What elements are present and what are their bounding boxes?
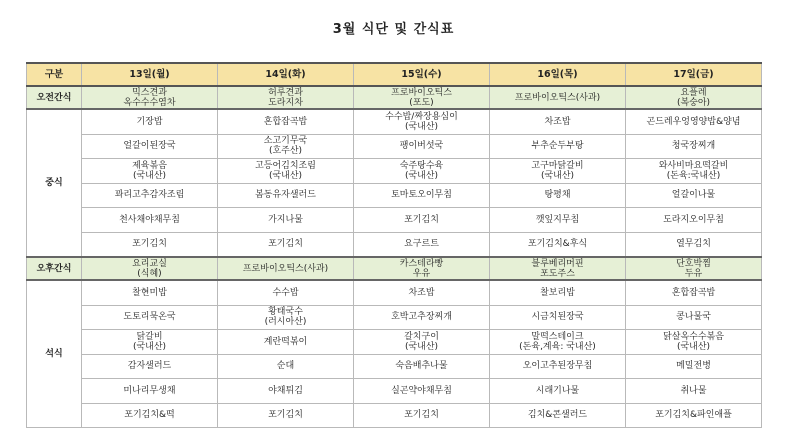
menu-item-text: 와사비마요떡갈비: [658, 160, 729, 171]
menu-item-text: 도라지차: [268, 97, 303, 108]
menu-item-text: 계란떡볶이: [263, 336, 308, 347]
dinner-row: [27, 379, 762, 404]
afternoon-snack-row: [27, 257, 762, 280]
lunch-cell: [218, 183, 354, 208]
lunch-cell: [354, 109, 490, 134]
lunch-cell: [490, 109, 626, 134]
header-row: [27, 63, 762, 86]
dinner-cell: [490, 330, 626, 355]
menu-item-text: 취나물: [680, 385, 707, 396]
menu-item-text: 야채튀김: [268, 385, 303, 396]
lunch-cell: [218, 208, 354, 233]
menu-item-text: 포기김치: [132, 239, 167, 250]
morning-snack-cell: [82, 86, 218, 109]
menu-item-text: 닭갈비: [136, 331, 163, 342]
menu-item-text: 고등어김치조림: [255, 160, 316, 171]
morning-snack-row: [27, 86, 762, 109]
lunch-cell: [82, 208, 218, 233]
lunch-row: [27, 232, 762, 257]
lunch-cell: [490, 159, 626, 184]
dinner-cell: [218, 280, 354, 305]
menu-item-text: 믹스견과: [132, 87, 167, 98]
menu-item-text: 수수밥: [272, 287, 299, 298]
menu-item-text: 감자샐러드: [127, 361, 172, 372]
lunch-cell: [354, 159, 490, 184]
lunch-row: [27, 159, 762, 184]
menu-item-text: (호주산): [268, 146, 303, 157]
menu-item-text: 혼합잡곡밥: [263, 116, 308, 127]
menu-item-text: 포기김치: [404, 410, 439, 421]
lunch-cell: [218, 109, 354, 134]
menu-item-text: 찰현미밥: [132, 287, 167, 298]
menu-item-text: 카스테라빵: [399, 258, 444, 269]
menu-item-text: 포기김치: [404, 214, 439, 225]
menu-item-text: 블루베리머핀: [531, 258, 584, 269]
menu-item-text: 탕평채: [544, 190, 571, 201]
menu-item-text: (국내산): [404, 341, 439, 352]
menu-item-text: 두유: [684, 268, 703, 279]
menu-item-text: 차조밥: [544, 116, 571, 127]
menu-item-text: 얼갈이나물: [671, 190, 716, 201]
menu-item-text: 찰보리밥: [540, 287, 575, 298]
morning-snack-label: 오전간식: [27, 86, 82, 109]
menu-item-text: 토마토오이무침: [391, 190, 452, 201]
menu-item-text: 우유: [412, 268, 431, 279]
lunch-cell: [490, 232, 626, 257]
menu-item-text: 꽈리고추감자조림: [114, 190, 185, 201]
menu-item-text: (식혜): [137, 268, 162, 279]
menu-item-text: (러시아산): [264, 317, 307, 328]
afternoon-snack-label: 오후간식: [27, 257, 82, 280]
menu-item-text: 미나리무생채: [123, 385, 176, 396]
dinner-cell: [626, 280, 762, 305]
menu-item-text: 메밀전병: [676, 361, 711, 372]
menu-item-text: (국내산): [404, 170, 439, 181]
menu-item-text: 김치&콘샐러드: [527, 410, 588, 421]
lunch-row: [27, 134, 762, 159]
dinner-cell: [490, 305, 626, 330]
menu-item-text: 곤드레우엉영양밥&양념: [646, 116, 741, 127]
lunch-row: [27, 183, 762, 208]
menu-item-text: 도라지오이무침: [663, 214, 724, 225]
lunch-cell: [626, 159, 762, 184]
morning-snack-cell: [626, 86, 762, 109]
menu-item-text: 포도주스: [540, 268, 575, 279]
dinner-cell: [626, 330, 762, 355]
menu-item-text: 도토리묵온국: [123, 312, 176, 323]
dinner-cell: [218, 403, 354, 428]
lunch-cell: [218, 159, 354, 184]
menu-item-text: 말떡스테이크: [531, 331, 584, 342]
header-category: 구분: [27, 63, 82, 86]
dinner-row: [27, 305, 762, 330]
menu-item-text: 갈치구이: [404, 331, 439, 342]
dinner-cell: [218, 330, 354, 355]
menu-item-text: 숙주탕수육: [399, 160, 444, 171]
dinner-cell: [82, 403, 218, 428]
lunch-cell: [626, 232, 762, 257]
dinner-label: 석식: [27, 280, 82, 428]
menu-item-text: 실곤약야채무침: [391, 385, 452, 396]
menu-item-text: (국내산): [132, 341, 167, 352]
day-header: 17일(금): [626, 63, 762, 86]
menu-item-text: 혼합잡곡밥: [671, 287, 716, 298]
dinner-cell: [354, 305, 490, 330]
menu-item-text: 호박고추장찌개: [391, 312, 452, 323]
menu-item-text: 시금치된장국: [531, 312, 584, 323]
dinner-cell: [626, 354, 762, 379]
menu-item-text: 제육볶음: [132, 160, 167, 171]
lunch-cell: [82, 109, 218, 134]
afternoon-snack-cell: [354, 257, 490, 280]
menu-item-text: 순대: [276, 361, 295, 372]
lunch-cell: [354, 134, 490, 159]
menu-item-text: 깻잎지무침: [535, 214, 580, 225]
dinner-cell: [626, 379, 762, 404]
dinner-cell: [218, 305, 354, 330]
dinner-cell: [82, 379, 218, 404]
menu-item-text: (국내산): [540, 170, 575, 181]
menu-item-text: (국내산): [676, 341, 711, 352]
dinner-cell: [490, 354, 626, 379]
menu-item-text: 열무김치: [676, 239, 711, 250]
menu-item-text: 옥수수수염차: [123, 97, 176, 108]
dinner-cell: [490, 379, 626, 404]
menu-item-text: (복숭아): [676, 97, 711, 108]
lunch-cell: [354, 183, 490, 208]
lunch-cell: [82, 183, 218, 208]
menu-item-text: 가지나물: [268, 214, 303, 225]
lunch-row: [27, 109, 762, 134]
dinner-cell: [354, 354, 490, 379]
lunch-row: [27, 208, 762, 233]
page-title: 3월 식단 및 간식표: [332, 22, 455, 37]
afternoon-snack-cell: [82, 257, 218, 280]
menu-item-text: 천사채야채무침: [119, 214, 180, 225]
menu-item-text: 고구마닭갈비: [531, 160, 584, 171]
menu-item-text: 단호박찜: [676, 258, 711, 269]
lunch-cell: [490, 208, 626, 233]
day-header: 15일(수): [354, 63, 490, 86]
day-header: 13일(월): [82, 63, 218, 86]
dinner-row: [27, 354, 762, 379]
menu-item-text: 청국장찌개: [671, 141, 716, 152]
dinner-cell: [354, 379, 490, 404]
afternoon-snack-cell: [218, 257, 354, 280]
dinner-cell: [218, 379, 354, 404]
menu-item-text: 황태국수: [268, 307, 303, 318]
menu-item-text: 포기김치: [268, 239, 303, 250]
menu-item-text: 수수밥/짜장용심이: [385, 111, 458, 122]
menu-item-text: 프로바이오틱스(사과): [514, 92, 601, 103]
menu-item-text: (국내산): [268, 170, 303, 181]
lunch-cell: [82, 134, 218, 159]
dinner-row: [27, 330, 762, 355]
lunch-cell: [82, 159, 218, 184]
menu-item-text: 닭살옥수수볶음: [663, 331, 724, 342]
lunch-cell: [490, 134, 626, 159]
lunch-cell: [490, 183, 626, 208]
menu-item-text: 포기김치&떡: [124, 410, 175, 421]
dinner-cell: [82, 280, 218, 305]
lunch-cell: [354, 232, 490, 257]
lunch-cell: [218, 232, 354, 257]
lunch-cell: [626, 183, 762, 208]
menu-item-text: 요리교실: [132, 258, 167, 269]
menu-item-text: 시래기나물: [535, 385, 580, 396]
lunch-cell: [354, 208, 490, 233]
menu-item-text: 기장밥: [136, 116, 163, 127]
afternoon-snack-cell: [626, 257, 762, 280]
dinner-cell: [354, 403, 490, 428]
menu-item-text: 팽이버섯국: [399, 141, 444, 152]
lunch-cell: [218, 134, 354, 159]
menu-item-text: 콩나물국: [676, 312, 711, 323]
dinner-cell: [626, 403, 762, 428]
menu-item-text: 요플레: [680, 87, 707, 98]
morning-snack-cell: [490, 86, 626, 109]
menu-item-text: (돈육:국내산): [666, 170, 721, 181]
dinner-cell: [82, 354, 218, 379]
menu-item-text: 봄동유자샐러드: [255, 190, 316, 201]
dinner-row: [27, 403, 762, 428]
menu-item-text: 프로바이오틱스: [391, 87, 452, 98]
menu-item-text: 숙음배추나물: [395, 361, 448, 372]
lunch-cell: [82, 232, 218, 257]
dinner-cell: [82, 305, 218, 330]
dinner-cell: [626, 305, 762, 330]
afternoon-snack-cell: [490, 257, 626, 280]
dinner-cell: [354, 330, 490, 355]
menu-item-text: (돈육,계육: 국내산): [519, 341, 596, 352]
menu-item-text: 소고기무국: [263, 136, 308, 147]
dinner-cell: [490, 280, 626, 305]
menu-item-text: 포기김치&후식: [527, 239, 588, 250]
lunch-label: 중식: [27, 109, 82, 257]
menu-item-text: (국내산): [132, 170, 167, 181]
lunch-cell: [626, 109, 762, 134]
menu-item-text: 차조밥: [408, 287, 435, 298]
dinner-row: [27, 280, 762, 305]
dinner-cell: [82, 330, 218, 355]
menu-item-text: (국내산): [404, 121, 439, 132]
menu-item-text: 포기김치&파인애플: [655, 410, 732, 421]
menu-item-text: 오이고추된장무침: [522, 361, 593, 372]
morning-snack-cell: [354, 86, 490, 109]
menu-table: [26, 62, 762, 428]
menu-item-text: 요구르트: [404, 239, 439, 250]
lunch-cell: [626, 208, 762, 233]
dinner-cell: [490, 403, 626, 428]
menu-item-text: 포기김치: [268, 410, 303, 421]
dinner-cell: [354, 280, 490, 305]
dinner-cell: [218, 354, 354, 379]
lunch-cell: [626, 134, 762, 159]
day-header: 14일(화): [218, 63, 354, 86]
menu-item-text: 얼갈이된장국: [123, 141, 176, 152]
menu-item-text: 부추순두부탕: [531, 141, 584, 152]
day-header: 16일(목): [490, 63, 626, 86]
morning-snack-cell: [218, 86, 354, 109]
menu-item-text: 허루견과: [268, 87, 303, 98]
menu-item-text: (포도): [409, 97, 434, 108]
menu-item-text: 프로바이오틱스(사과): [242, 263, 329, 274]
